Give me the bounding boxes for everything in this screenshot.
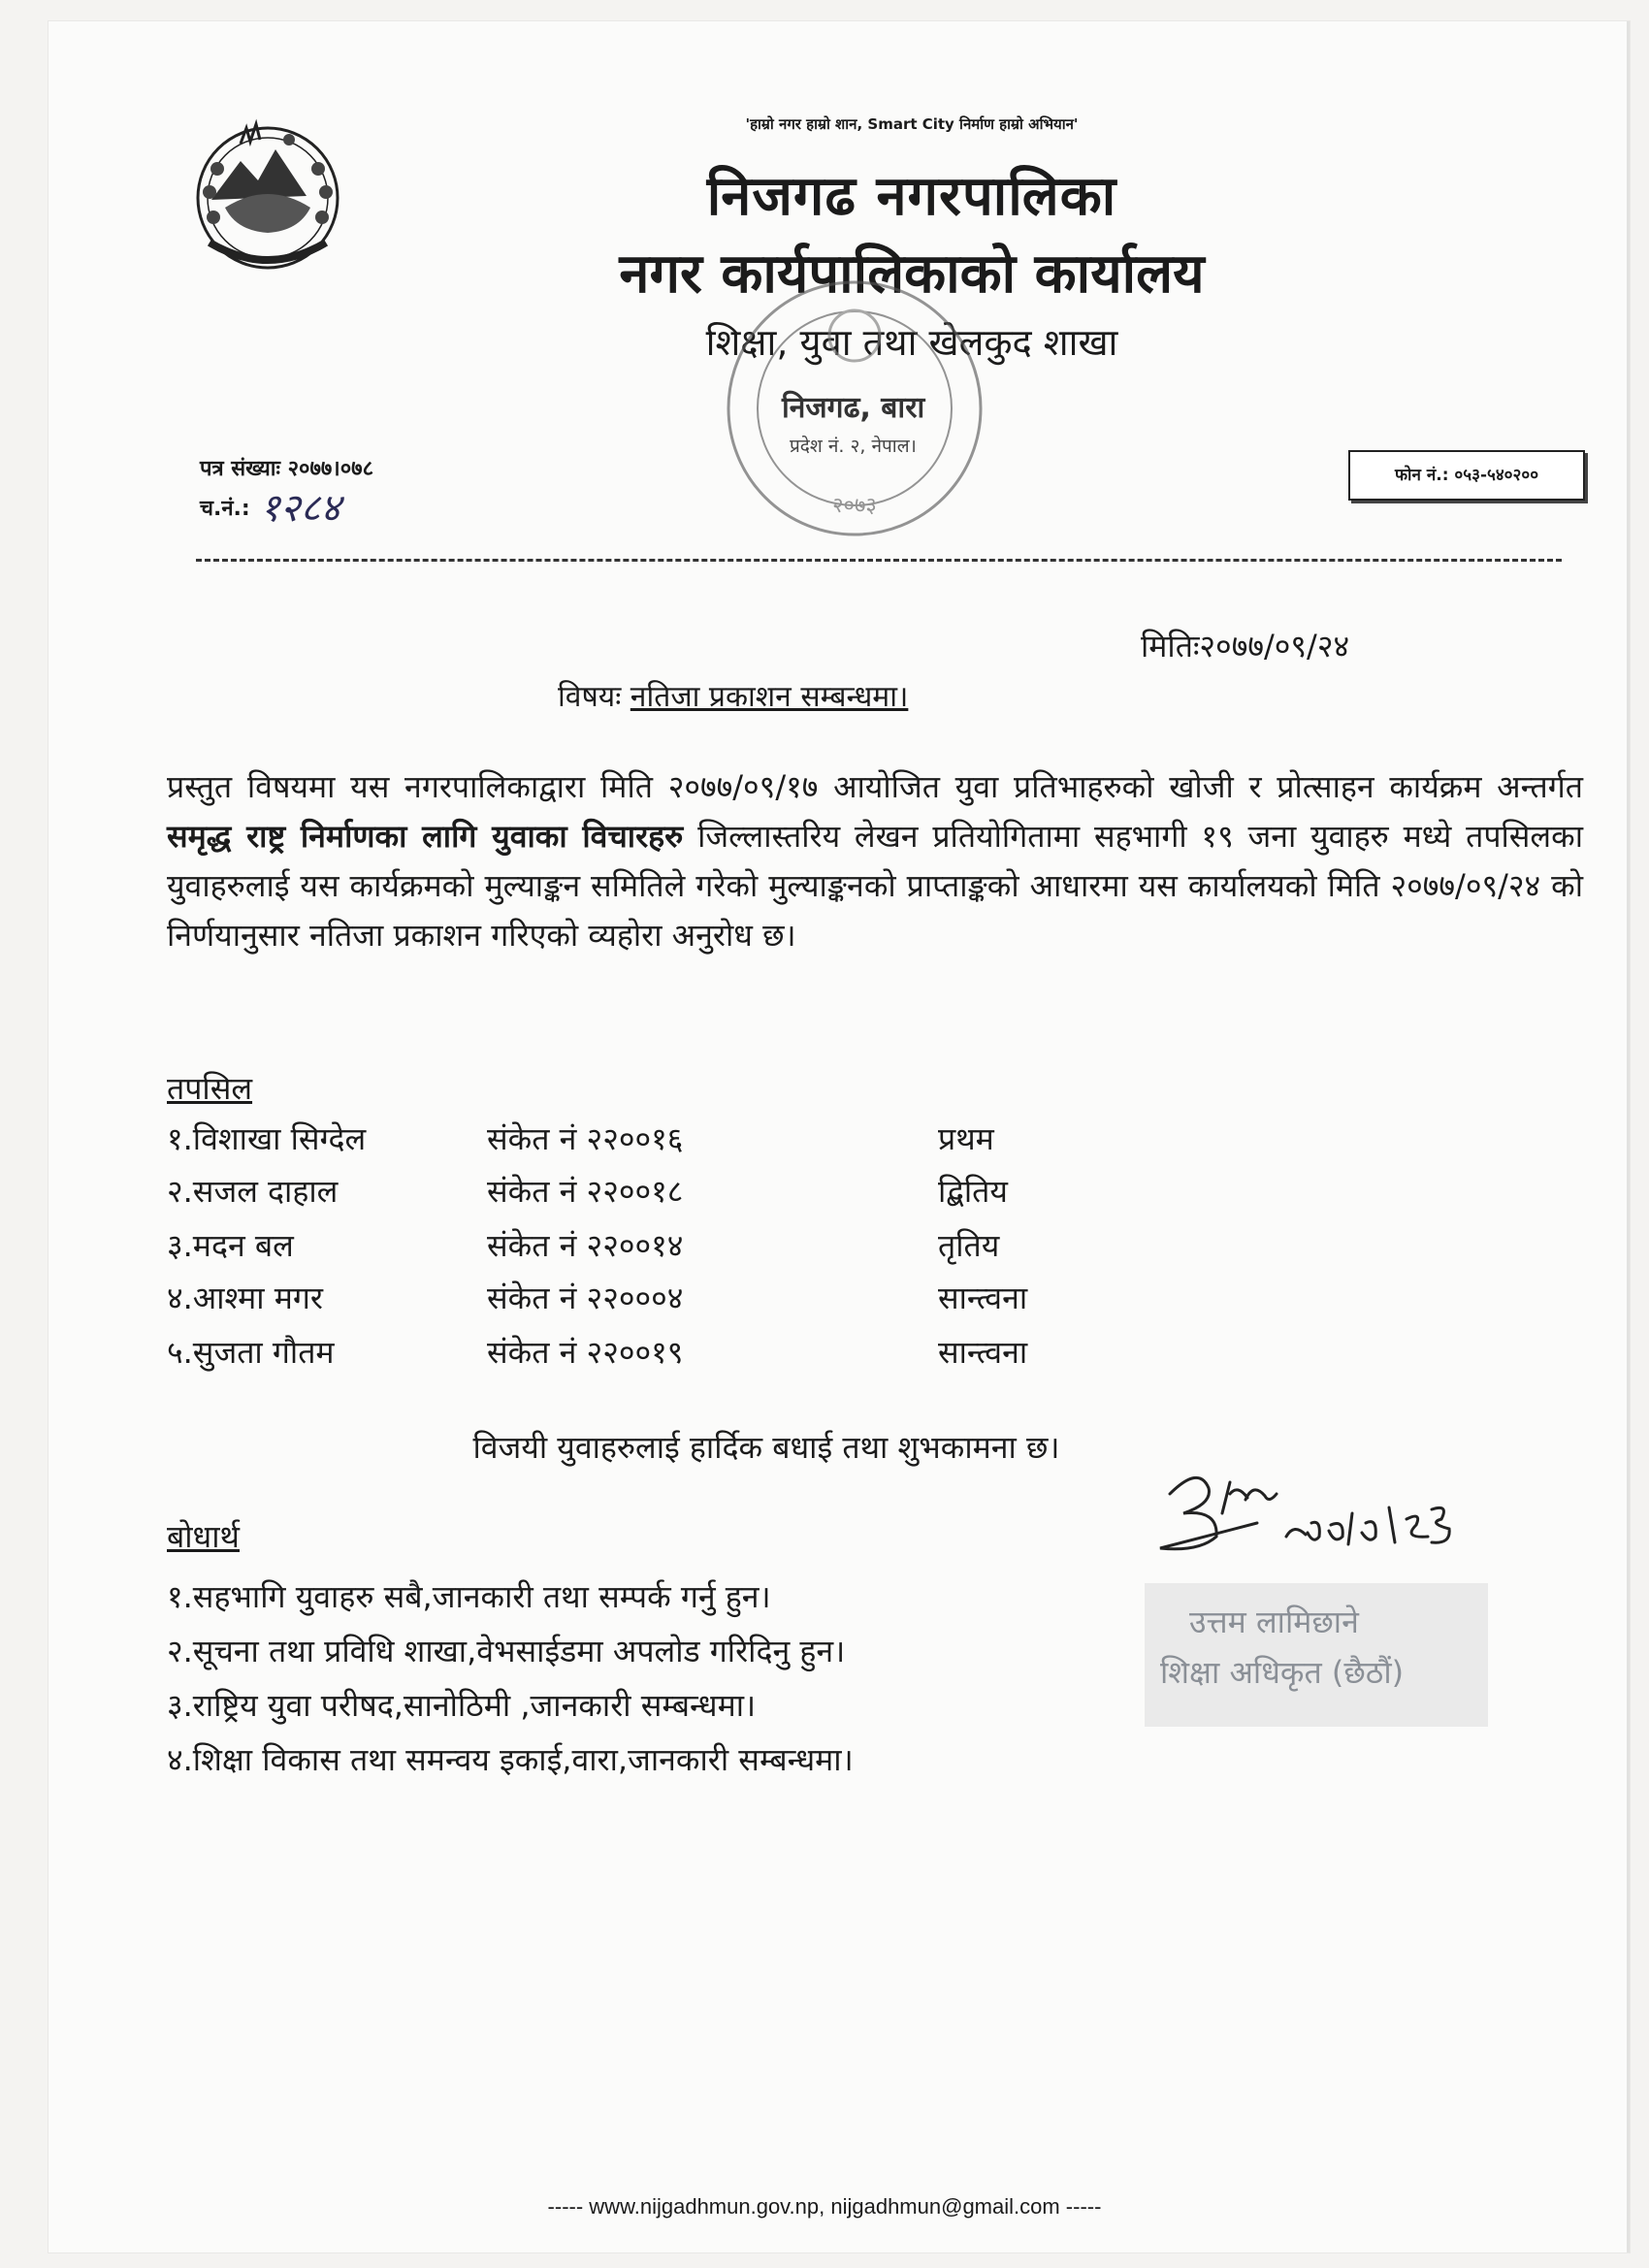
stamp-province: प्रदेश नं. २, नेपाल।: [790, 436, 917, 457]
result-code: संकेत नं २२००१६: [487, 1120, 684, 1157]
dispatch-label: च.नं.:: [200, 497, 250, 521]
result-name: ३.मदन बल: [167, 1227, 294, 1264]
result-code: संकेत नं २२०००४: [487, 1280, 684, 1316]
phone-box: फोन नं.: ०५३-५४०२००: [1348, 450, 1585, 501]
result-row: [167, 1170, 1525, 1218]
cc-item: ४.शिक्षा विकास तथा समन्वय इकाई,वारा,जानकारी सम्बन्धमा।: [167, 1741, 854, 1778]
subject-text: नतिजा प्रकाशन सम्बन्धमा।: [630, 680, 909, 714]
body-part-2: जिल्लास्तरिय लेखन प्रतियोगितामा सहभागी १९ जना युवाहरु मध्ये तपसिलका युवाहरुलाई यस कार्यक्रमको मुल्याङ्कन समितिले गरेको मुल्याङ्कनको प्राप्ताङ्कको आधारमा यस कार्यालयको मिति २०७७/०९/२४ को निर्णयानुसार नतिजा प्रकाशन गरिएको व्यहोरा अनुरोध छ।: [167, 818, 1583, 954]
program-title: समृद्ध राष्ट्र निर्माणका लागि युवाका विचारहरु: [167, 818, 684, 855]
body-part-1: प्रस्तुत विषयमा यस नगरपालिकाद्वारा मिति २०७७/०९/१७ आयोजित युवा प्रतिभाहरुको खोजी र प्रोत्साहन कार्यक्रम अन्तर्गत: [167, 768, 1583, 805]
letter-reference-number: पत्र संख्याः २०७७।०७८: [200, 457, 374, 481]
municipality-title: निजगढ नगरपालिका: [706, 165, 1117, 228]
result-position: द्बितिय: [938, 1173, 1008, 1210]
result-row: [167, 1118, 1525, 1166]
result-row: [167, 1277, 1525, 1325]
office-title: नगर कार्यपालिकाको कार्यालय: [619, 243, 1205, 306]
cc-heading: बोधार्थ: [167, 1518, 240, 1555]
dispatch-number: १२८४: [260, 486, 341, 531]
result-code: संकेत नं २२००१८: [487, 1173, 684, 1210]
cc-item: ३.राष्ट्रिय युवा परीषद,सानोठिमी ,जानकारी सम्बन्धमा।: [167, 1687, 757, 1724]
result-code: संकेत नं २२००१९: [487, 1334, 684, 1371]
congratulations-line: विजयी युवाहरुलाई हार्दिक बधाई तथा शुभकामना छ।: [472, 1429, 1060, 1466]
result-name: ४.आश्मा मगर: [167, 1280, 323, 1316]
branch-title: शिक्षा, युवा तथा खेलकुद शाखा: [705, 321, 1118, 364]
cc-item: २.सूचना तथा प्रविधि शाखा,वेभसाईडमा अपलोड गरिदिनु हुन।: [167, 1633, 846, 1669]
cc-item: १.सहभागि युवाहरु सबै,जानकारी तथा सम्पर्क गर्नु हुन।: [167, 1578, 771, 1615]
footer-contact: ----- www.nijgadhmun.gov.np, nijgadhmun@gmail.com -----: [547, 2194, 1102, 2219]
result-code: संकेत नं २२००१४: [487, 1227, 684, 1264]
subject-line: [558, 675, 908, 715]
header-divider: [196, 559, 1562, 562]
result-row: [167, 1331, 1525, 1379]
subject-label: विषयः: [558, 680, 622, 714]
result-name: १.विशाखा सिग्देल: [167, 1120, 367, 1157]
letter-body: [167, 762, 1583, 960]
slogan: 'हाम्रो नगर हाम्रो शान, Smart City निर्माण हाम्रो अभियान': [745, 115, 1079, 133]
svg-text:२०७३: २०७३: [832, 494, 877, 518]
result-position: सान्त्वना: [938, 1280, 1028, 1316]
result-position: तृतिय: [938, 1227, 1000, 1264]
signatory-name: उत्तम लामिछाने: [1189, 1604, 1359, 1640]
result-name: ५.सुजता गौतम: [167, 1334, 335, 1371]
result-name: २.सजल दाहाल: [167, 1173, 339, 1210]
stamp-place: निजगढ, बारा: [782, 391, 925, 425]
result-position: सान्त्वना: [938, 1334, 1028, 1371]
handwritten-signature: [1141, 1455, 1529, 1562]
result-row: [167, 1224, 1525, 1273]
details-heading: तपसिल: [167, 1070, 253, 1107]
letter-date: मितिः२०७७/०९/२४: [1141, 628, 1350, 664]
result-position: प्रथम: [938, 1120, 994, 1157]
signatory-post: शिक्षा अधिकृत (छैठौं): [1160, 1654, 1405, 1691]
